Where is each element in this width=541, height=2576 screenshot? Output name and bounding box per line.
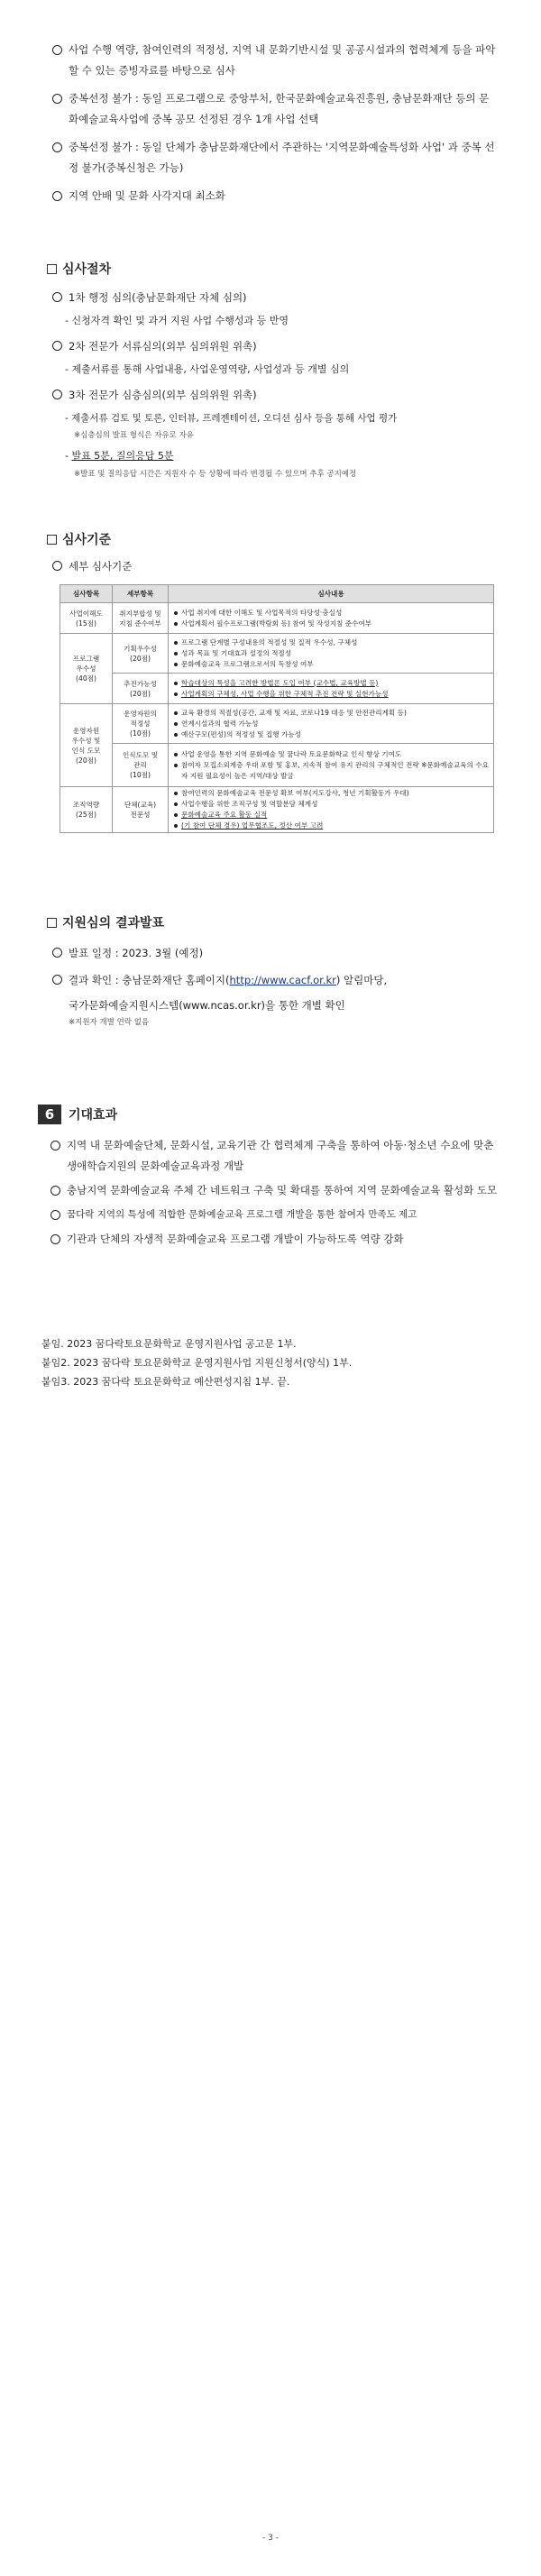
column-header: 세부항목 <box>113 585 169 603</box>
dot-bullet-icon <box>174 813 178 817</box>
dot-bullet-icon <box>174 753 178 756</box>
list-item: 사업 수행 역량, 참여인력의 적정성, 지역 내 문화기반시설 및 공공시설과의 협력체계 등을 파악할 수 있는 증빙자료를 바탕으로 심사 <box>52 40 499 81</box>
column-header: 심사내용 <box>169 585 494 603</box>
criteria-table <box>60 584 494 833</box>
procedure-section <box>47 260 498 481</box>
section-heading: 지원심의 결과발표 <box>47 913 502 931</box>
table-cell: 참여인력의 문화예술교육 전문성 확보 여부(지도강사, 청년 기획활동가 우대) 사업수행을 위한 조직구성 및 역할분담 체계성 문화예술교육 주요 활동 실적 (기 참여 단체 경우) 업무협조도, 정산 여부 고려 <box>169 787 494 833</box>
table-row <box>60 603 494 634</box>
dot-bullet-icon <box>174 611 178 615</box>
table-cell: 취지부합성 및 지침 준수여부 <box>113 603 169 634</box>
list-item: 지역 안배 및 문화 사각지대 최소화 <box>52 186 499 206</box>
circle-bullet-icon <box>50 1234 60 1244</box>
circle-bullet-icon <box>50 1141 60 1150</box>
table-cell: 사업이해도 (15점) <box>60 603 113 634</box>
list-item: 1차 행정 심의(충남문화재단 자체 심의) <box>52 289 498 307</box>
dot-bullet-icon <box>174 652 178 655</box>
note-text: ※지원자 개별 연락 없음 <box>69 1018 150 1027</box>
table-row <box>60 674 494 704</box>
table-cell: 추진가능성 (20점) <box>113 674 169 704</box>
circle-bullet-icon <box>52 191 62 201</box>
list-item: 2차 전문가 서류심의(외부 심의위원 위촉) <box>52 337 498 355</box>
dot-bullet-icon <box>174 711 178 715</box>
circle-bullet-icon <box>52 341 62 351</box>
circle-bullet-icon <box>50 1186 60 1196</box>
list-item: 기관과 단체의 자생적 문화예술교육 프로그램 개발이 가능하도록 역량 강화 <box>50 1229 502 1250</box>
dot-bullet-icon <box>174 792 178 795</box>
section-number: 6 <box>38 1105 61 1124</box>
list-item: 중복선정 불가 : 동일 단체가 충남문화재단에서 주관하는 '지역문화예술특성화 사업' 과 중복 선정 불가(중복신청은 가능) <box>52 137 499 179</box>
table-row <box>60 704 494 744</box>
attachments-list <box>41 1334 501 1391</box>
table-cell: 기획우수성 (20점) <box>113 634 169 674</box>
section-heading: 심사절차 <box>47 260 498 278</box>
announcement-section <box>47 913 502 1029</box>
dot-bullet-icon <box>174 824 178 828</box>
table-header-row <box>60 585 494 603</box>
list-item: 충남지역 문화예술교육 주체 간 네트워크 구축 및 확대를 통하여 지역 문화예술교육 활성화 도모 <box>50 1180 502 1201</box>
attachment-item: 붙임3. 2023 꿈다락 토요문화학교 예산편성지침 1부. 끝. <box>41 1376 290 1388</box>
column-header: 심사항목 <box>60 585 113 603</box>
presentation-time: - 발표 5분, 질의응답 5분 <box>65 450 174 462</box>
dot-bullet-icon <box>174 682 178 685</box>
circle-bullet-icon <box>52 45 62 55</box>
dot-bullet-icon <box>174 733 178 737</box>
square-bullet-icon <box>47 535 57 545</box>
attachment-item: 붙임. 2023 꿈다락토요문화학교 운영지원사업 공고문 1부. <box>41 1338 297 1350</box>
table-cell: 인식도모 및 관리 (10점) <box>113 744 169 787</box>
list-item: 결과 확인 : 충남문화재단 홈페이지(http://www.cacf.or.kr) 알림마당, <box>52 971 502 989</box>
table-cell: 사업 취지에 대한 이해도 및 사업목적의 타당성·충실성 사업계획서 필수프로그램(박람회 등) 참여 및 작성지침 준수여부 <box>169 603 494 634</box>
list-item: 3차 전문가 심층심의(외부 심의위원 위촉) <box>52 386 498 404</box>
dot-bullet-icon <box>174 802 178 806</box>
note-text: ※발표 및 질의응답 시간은 지원자 수 등 상황에 따라 변경될 수 있으며 추후 공지예정 <box>74 470 357 479</box>
section-heading: 6 기대효과 <box>38 1105 502 1124</box>
note-text: ※심층심의 발표 형식은 자유로 자유 <box>74 431 194 440</box>
table-cell: 운영자원의 적정성 (10점) <box>113 704 169 744</box>
circle-bullet-icon <box>52 292 62 302</box>
dot-bullet-icon <box>174 692 178 696</box>
circle-bullet-icon <box>52 390 62 399</box>
section-heading: 심사기준 <box>47 530 498 548</box>
homepage-link[interactable]: http://www.cacf.or.kr <box>229 974 336 986</box>
dot-bullet-icon <box>174 641 178 645</box>
circle-bullet-icon <box>50 1210 60 1220</box>
table-cell: 운영자원 우수성 및 인식 도모 (20점) <box>60 704 113 787</box>
table-row <box>60 744 494 787</box>
dot-bullet-icon <box>174 622 178 626</box>
circle-bullet-icon <box>52 948 62 958</box>
list-item: 중복선정 불가 : 동일 프로그램으로 중앙부처, 한국문화예술교육진흥원, 충남문화재단 등의 문화예술교육사업에 중복 공모 선정된 경우 1개 사업 선택 <box>52 88 499 130</box>
list-item: 지역 내 문화예술단체, 문화시설, 교육기관 간 협력체계 구축을 통하여 아동·청소년 수요에 맞춘 생애학습지원의 문화예술교육과정 개발 <box>50 1135 502 1177</box>
table-cell: 사업 운영을 통한 지역 문화예술 및 꿈다락 토요문화학교 인식 향상 기여도 참여자 모집소외계층 우대 포함 및 홍보, 지속적 참여 유지 관리의 구체적인 전략 ※문화예술교육의 수요자 지원 필요성이 높은 지역/대상 발굴 <box>169 744 494 787</box>
criteria-table-wrapper <box>60 584 494 833</box>
square-bullet-icon <box>47 264 57 274</box>
table-row <box>60 787 494 833</box>
circle-bullet-icon <box>52 975 62 985</box>
list-item: 꿈다락 지역의 특성에 적합한 문화예술교육 프로그램 개발을 통한 참여자 만족도 제고 <box>50 1205 502 1225</box>
table-cell: 프로그램 우수성 (40점) <box>60 634 113 704</box>
table-cell: 단체(교육) 전문성 <box>113 787 169 833</box>
page-number: - 3 - <box>262 2534 279 2543</box>
table-cell: 프로그램 단계별 구성내용의 적절성 및 질적 우수성, 구체성 성과 목표 및 기대효과 설정의 적절성 문화예술교육 프로그램으로서의 독창성 여부 <box>169 634 494 674</box>
effects-section <box>38 1105 502 1250</box>
list-subitem: - 제출서류 검토 및 토론, 인터뷰, 프레젠테이션, 오디션 심사 등을 통해 사업 평가 <box>65 413 398 424</box>
circle-bullet-icon <box>52 561 62 571</box>
dot-bullet-icon <box>174 764 178 767</box>
top-bullet-list <box>52 40 499 206</box>
list-subitem: - 신청자격 확인 및 과거 지원 사업 수행성과 등 반영 <box>65 315 289 326</box>
table-cell: 교육 환경의 적절성(공간, 교재 및 자료, 코로나19 대응 및 안전관리계획 등) 연계시설과의 협력 가능성 예산구모(편성)의 적정성 및 집행 가능성 <box>169 704 494 744</box>
circle-bullet-icon <box>52 94 62 104</box>
dot-bullet-icon <box>174 663 178 666</box>
circle-bullet-icon <box>52 142 62 152</box>
list-item-continuation: 국가문화예술지원시스템(www.ncas.or.kr)을 통한 개별 확인 <box>69 999 345 1012</box>
criteria-section <box>47 530 498 575</box>
dot-bullet-icon <box>174 722 178 726</box>
list-item: 발표 일정 : 2023. 3월 (예정) <box>52 944 502 962</box>
list-subitem: - 제출서류를 통해 사업내용, 사업운영역량, 사업성과 등 개별 심의 <box>65 363 350 375</box>
attachment-item: 붙임2. 2023 꿈다락 토요문화학교 운영지원사업 지원신청서(양식) 1부. <box>41 1357 353 1369</box>
table-cell: 조직역량 (25점) <box>60 787 113 833</box>
table-row <box>60 634 494 674</box>
list-item: 세부 심사기준 <box>52 557 498 575</box>
table-cell: 학습대상의 특성을 고려한 방법론 도입 여부 (교수법, 교육방법 등) 사업계획의 구체성, 사업 수행을 위한 구체적 추진 전략 및 실현가능성 <box>169 674 494 704</box>
square-bullet-icon <box>47 918 57 928</box>
